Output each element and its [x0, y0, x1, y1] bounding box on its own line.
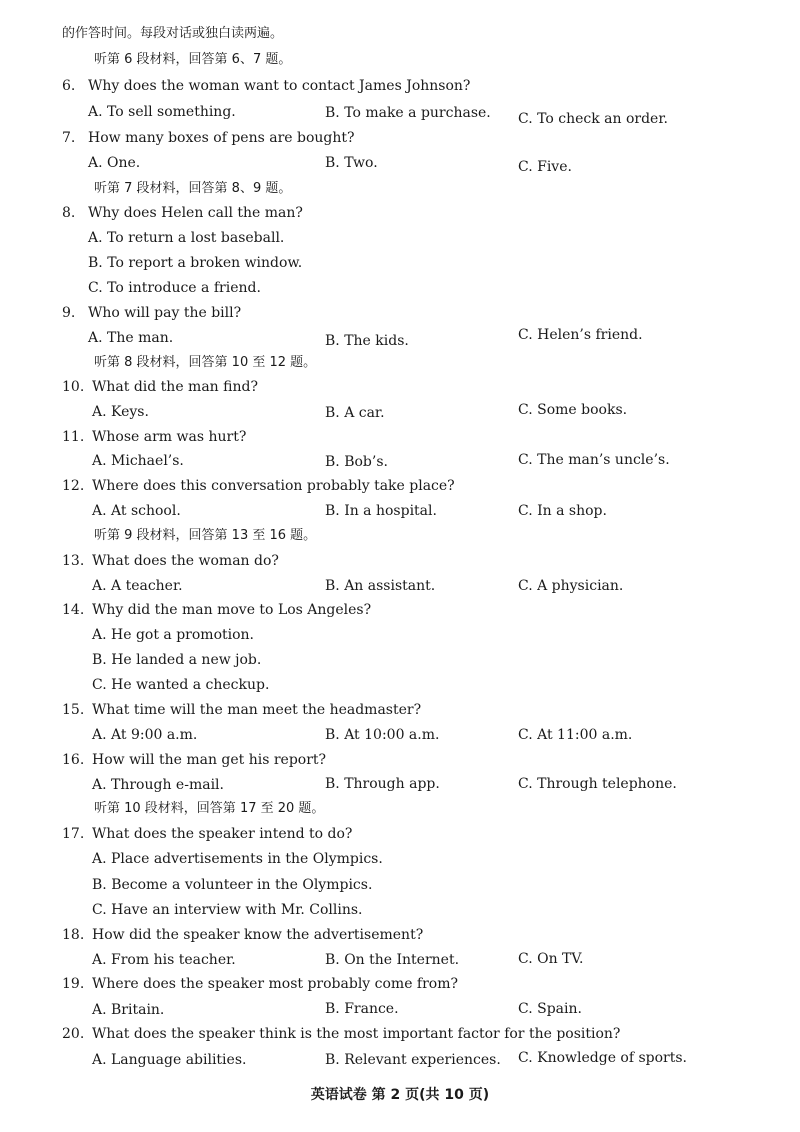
option-a: A. To return a lost baseball. — [88, 230, 285, 246]
option-b: B. France. — [325, 1001, 399, 1017]
option-a: A. Michael’s. — [92, 453, 184, 469]
option-a: A. At 9:00 a.m. — [92, 727, 198, 743]
option-a: A. Place advertisements in the Olympics. — [92, 851, 383, 867]
question-text: Who will pay the bill? — [88, 305, 242, 321]
option-a: A. A teacher. — [92, 578, 183, 594]
question-text: Whose arm was hurt? — [92, 429, 247, 445]
question-number: 13. — [62, 553, 85, 569]
question-number: 17. — [62, 826, 85, 842]
question-text: Why does the woman want to contact James Johnson? — [88, 78, 471, 94]
question-text: What does the speaker think is the most important factor for the position? — [92, 1026, 621, 1042]
option-b: B. Through app. — [325, 776, 440, 792]
option-b: B. He landed a new job. — [92, 652, 262, 668]
option-a: A. One. — [88, 155, 141, 171]
option-a: A. From his teacher. — [92, 952, 236, 968]
option-b: B. To make a purchase. — [325, 105, 491, 121]
question-number: 15. — [62, 702, 85, 718]
question-number: 16. — [62, 752, 85, 768]
option-c: C. To introduce a friend. — [88, 280, 261, 296]
option-c: C. At 11:00 a.m. — [518, 727, 633, 743]
question-number: 20. — [62, 1026, 85, 1042]
option-a: A. Britain. — [92, 1002, 165, 1018]
question-text: Where does this conversation probably take place? — [92, 478, 455, 494]
section-heading-9: 听第 9 段材料，回答第 13 至 16 题。 — [94, 528, 317, 543]
option-c: C. Some books. — [518, 402, 628, 418]
option-c: C. To check an order. — [518, 111, 668, 127]
option-c: C. A physician. — [518, 578, 624, 594]
question-text: How will the man get his report? — [92, 752, 327, 768]
question-number: 18. — [62, 927, 85, 943]
page-footer: 英语试卷 第 2 页(共 10 页) — [310, 1087, 490, 1103]
option-a: A. Through e-mail. — [92, 777, 224, 793]
question-text: Why does Helen call the man? — [88, 205, 303, 221]
section-heading-6: 听第 6 段材料，回答第 6、7 题。 — [94, 52, 292, 67]
option-b: B. Become a volunteer in the Olympics. — [92, 877, 373, 893]
question-number: 12. — [62, 478, 85, 494]
option-b: B. To report a broken window. — [88, 255, 303, 271]
option-c: C. Spain. — [518, 1001, 582, 1017]
option-c: C. Helen’s friend. — [518, 327, 643, 343]
option-a: A. At school. — [92, 503, 181, 519]
option-b: B. An assistant. — [325, 578, 436, 594]
question-number: 10. — [62, 379, 85, 395]
option-b: B. On the Internet. — [325, 952, 460, 968]
option-c: C. He wanted a checkup. — [92, 677, 270, 693]
option-a: A. The man. — [88, 330, 174, 346]
question-number: 9. — [62, 305, 76, 321]
option-c: C. On TV. — [518, 951, 584, 967]
question-text: What did the man find? — [92, 379, 258, 395]
question-text: How did the speaker know the advertisement? — [92, 927, 424, 943]
question-number: 14. — [62, 602, 85, 618]
section-heading-7: 听第 7 段材料，回答第 8、9 题。 — [94, 181, 292, 196]
question-text: Why did the man move to Los Angeles? — [92, 602, 372, 618]
option-b: B. Bob’s. — [325, 454, 388, 470]
option-b: B. In a hospital. — [325, 503, 437, 519]
option-b: B. A car. — [325, 405, 385, 421]
option-c: C. Knowledge of sports. — [518, 1050, 688, 1066]
question-number: 11. — [62, 429, 85, 445]
question-number: 6. — [62, 78, 76, 94]
option-c: C. Five. — [518, 159, 572, 175]
option-c: C. Have an interview with Mr. Collins. — [92, 902, 363, 918]
option-a: A. Keys. — [92, 404, 149, 420]
option-a: A. He got a promotion. — [92, 627, 255, 643]
option-c: C. The man’s uncle’s. — [518, 452, 670, 468]
question-text: What does the speaker intend to do? — [92, 826, 353, 842]
option-b: B. Two. — [325, 155, 378, 171]
option-a: A. Language abilities. — [92, 1052, 247, 1068]
option-c: C. In a shop. — [518, 503, 607, 519]
option-b: B. At 10:00 a.m. — [325, 727, 440, 743]
question-number: 8. — [62, 205, 76, 221]
option-a: A. To sell something. — [88, 104, 236, 120]
question-text: What does the woman do? — [92, 553, 279, 569]
question-text: What time will the man meet the headmaster? — [92, 702, 422, 718]
intro-line: 的作答时间。每段对话或独白读两遍。 — [62, 26, 284, 41]
section-heading-8: 听第 8 段材料，回答第 10 至 12 题。 — [94, 355, 317, 370]
option-c: C. Through telephone. — [518, 776, 677, 792]
question-number: 7. — [62, 130, 76, 146]
option-b: B. Relevant experiences. — [325, 1052, 501, 1068]
question-number: 19. — [62, 976, 85, 992]
question-text: Where does the speaker most probably come from? — [92, 976, 459, 992]
question-text: How many boxes of pens are bought? — [88, 130, 355, 146]
option-b: B. The kids. — [325, 333, 409, 349]
section-heading-10: 听第 10 段材料，回答第 17 至 20 题。 — [94, 801, 325, 816]
